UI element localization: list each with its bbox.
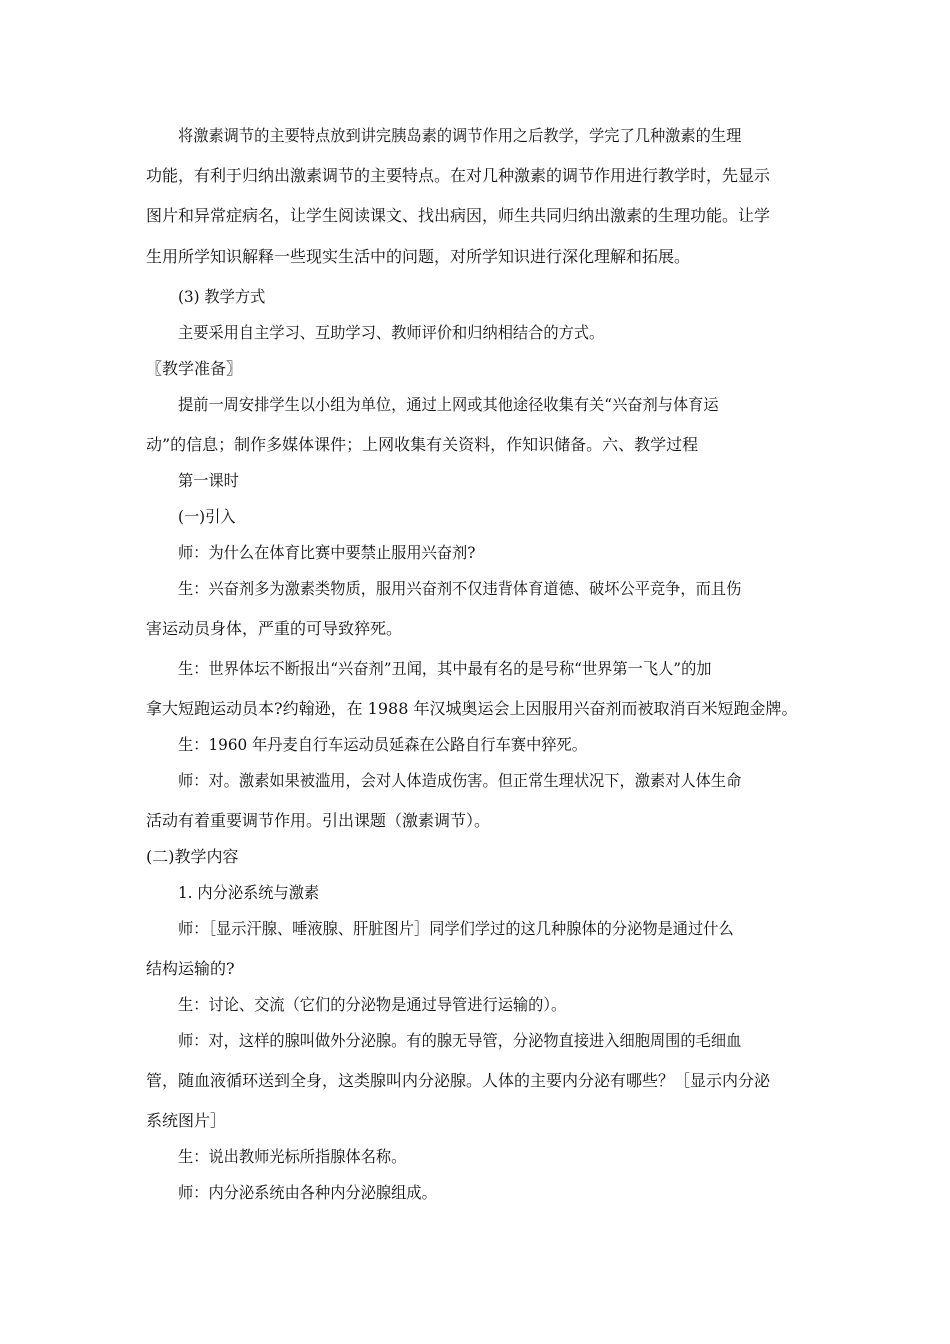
text-line: 管，随血液循环送到全身，这类腺叫内分泌腺。人体的主要内分泌有哪些？［显示内分泌: [146, 1071, 771, 1090]
text-line: (3) 教学方式: [178, 287, 266, 306]
text-line: 害运动员身体，严重的可导致猝死。: [146, 619, 403, 638]
text-line: 1. 内分泌系统与激素: [178, 883, 320, 902]
text-line: 师：［显示汗腺、唾液腺、肝脏图片］同学们学过的这几种腺体的分泌物是通过什么: [178, 919, 734, 938]
text-line: 动”的信息；制作多媒体课件；上网收集有关资料，作知识储备。六、教学过程: [146, 435, 699, 454]
text-line: 第一课时: [178, 471, 239, 490]
text-line: 生用所学知识解释一些现实生活中的问题，对所学知识进行深化理解和拓展。: [146, 247, 691, 266]
text-line: 主要采用自主学习、互助学习、教师评价和归纳相结合的方式。: [178, 323, 605, 342]
text-line: (二)教学内容: [146, 847, 239, 866]
text-line: 生：1960 年丹麦自行车运动员延森在公路自行车赛中猝死。: [178, 735, 587, 754]
text-line: 生：世界体坛不断报出“兴奋剂”丑闻，其中最有名的是号称“世界第一飞人”的加: [178, 659, 712, 678]
text-line: 图片和异常症病名，让学生阅读课文、找出病因，师生共同归纳出激素的生理功能。让学: [146, 206, 771, 225]
text-line: (一)引入: [178, 507, 236, 526]
text-line: 活动有着重要调节作用。引出课题（激素调节）。: [146, 811, 491, 830]
text-line: 提前一周安排学生以小组为单位，通过上网或其他途径收集有关“兴奋剂与体育运: [178, 395, 719, 414]
text-line: 师：对，这样的腺叫做外分泌腺。有的腺无导管，分泌物直接进入细胞周围的毛细血: [178, 1031, 742, 1050]
text-line: 结构运输的?: [146, 959, 235, 978]
text-line: 将激素调节的主要特点放到讲完胰岛素的调节作用之后教学，学完了几种激素的生理: [178, 126, 742, 145]
text-line: 生：兴奋剂多为激素类物质，服用兴奋剂不仅违背体育道德、破坏公平竞争，而且伤: [178, 579, 742, 598]
text-line: 生：讨论、交流（它们的分泌物是通过导管进行运输的）。: [178, 995, 567, 1014]
text-line: 师：对。激素如果被滥用，会对人体造成伤害。但正常生理状况下，激素对人体生命: [178, 771, 742, 790]
text-line: 功能，有利于归纳出激素调节的主要特点。在对几种激素的调节作用进行教学时，先显示: [146, 166, 771, 185]
text-line: 师：内分泌系统由各种内分泌腺组成。: [178, 1183, 437, 1202]
text-line: 拿大短跑运动员本?约翰逊，在 1988 年汉城奥运会上因服用兴奋剂而被取消百米短跑金牌。: [146, 699, 798, 718]
text-line: 生：说出教师光标所指腺体名称。: [178, 1147, 407, 1166]
text-line: 〖教学准备〗: [146, 359, 243, 378]
text-line: 系统图片］: [146, 1111, 227, 1130]
text-line: 师：为什么在体育比赛中要禁止服用兴奋剂?: [178, 543, 476, 562]
